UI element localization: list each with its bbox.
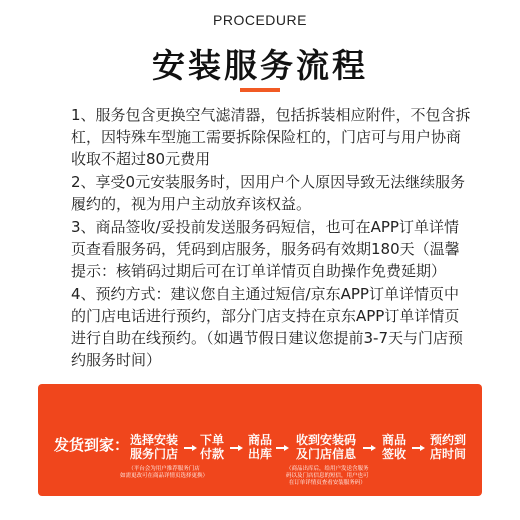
note-line: （商品出库后，给用户发送含服务 — [286, 466, 369, 472]
term-paragraph-1: 1、服务包含更换空气滤清器，包括拆装相应附件，不包含拆杠，因特殊车型施工需要拆除保险杠的，门店可与用户协商收取不超过80元费用 — [71, 106, 471, 168]
flow-step-line: 出库 — [248, 447, 273, 461]
arrow-right-icon — [363, 444, 377, 452]
flow-step-line: 店时间 — [430, 447, 467, 461]
flow-step-place-order — [200, 433, 224, 461]
flow-step-line: 商品 — [382, 433, 407, 447]
note-line: 如需更改可在商品详情页选择更换） — [120, 473, 209, 479]
page-title: 安装服务流程 — [152, 46, 368, 85]
flow-step-line: 签收 — [382, 447, 407, 461]
arrow-right-icon — [184, 444, 198, 452]
flow-step-line: 服务门店 — [130, 447, 179, 461]
sms-code-note — [286, 466, 369, 487]
arrow-right-icon — [276, 444, 290, 452]
flow-step-line: 下单 — [200, 433, 225, 447]
flow-step-outbound — [248, 433, 272, 461]
flow-step-line: 收到安装码 — [296, 433, 357, 447]
note-line: 码以及门店信息的短信，用户也可 — [286, 473, 369, 479]
flow-step-line: 预约到 — [430, 433, 467, 447]
flow-step-select-store — [130, 433, 178, 461]
delivery-flow-banner — [38, 384, 482, 496]
title-underline — [240, 88, 280, 92]
term-paragraph-4: 4、预约方式：建议您自主通过短信/京东APP订单详情页中的门店电话进行预约，部分门店支持在京东APP订单详情页进行自助在线预约。（如遇节假日建议您提前3-7天与门店预约服务时间） — [71, 285, 464, 369]
term-paragraph-3: 3、商品签收/妥投前发送服务码短信，也可在APP订单详情页查看服务码，凭码到店服务，服务码有效期180天（温馨提示：核销码过期后可在订单详情页自助操作免费延期） — [71, 218, 460, 280]
flow-step-receive-code — [296, 433, 356, 461]
term-paragraph-2: 2、享受0元安装服务时，因用户个人原因导致无法继续服务履约的，视为用户主动放弃该权益。 — [71, 173, 466, 213]
arrow-right-icon — [412, 444, 426, 452]
arrow-right-icon — [230, 444, 244, 452]
service-terms — [71, 104, 471, 371]
flow-step-line: 商品 — [248, 433, 273, 447]
flow-step-line: 付款 — [200, 447, 225, 461]
flow-step-line: 选择安装 — [130, 433, 179, 447]
flow-step-sign-for — [382, 433, 406, 461]
procedure-eyebrow: PROCEDURE — [213, 12, 307, 28]
flow-step-book-time — [430, 433, 466, 461]
store-recommend-note — [120, 466, 208, 480]
note-line: 在订单详情页查看安装服务码） — [288, 480, 366, 486]
flow-lead-label: 发货到家： — [54, 436, 130, 454]
note-line: （平台会为用户推荐服务门店 — [128, 466, 200, 472]
flow-step-line: 及门店信息 — [296, 447, 357, 461]
